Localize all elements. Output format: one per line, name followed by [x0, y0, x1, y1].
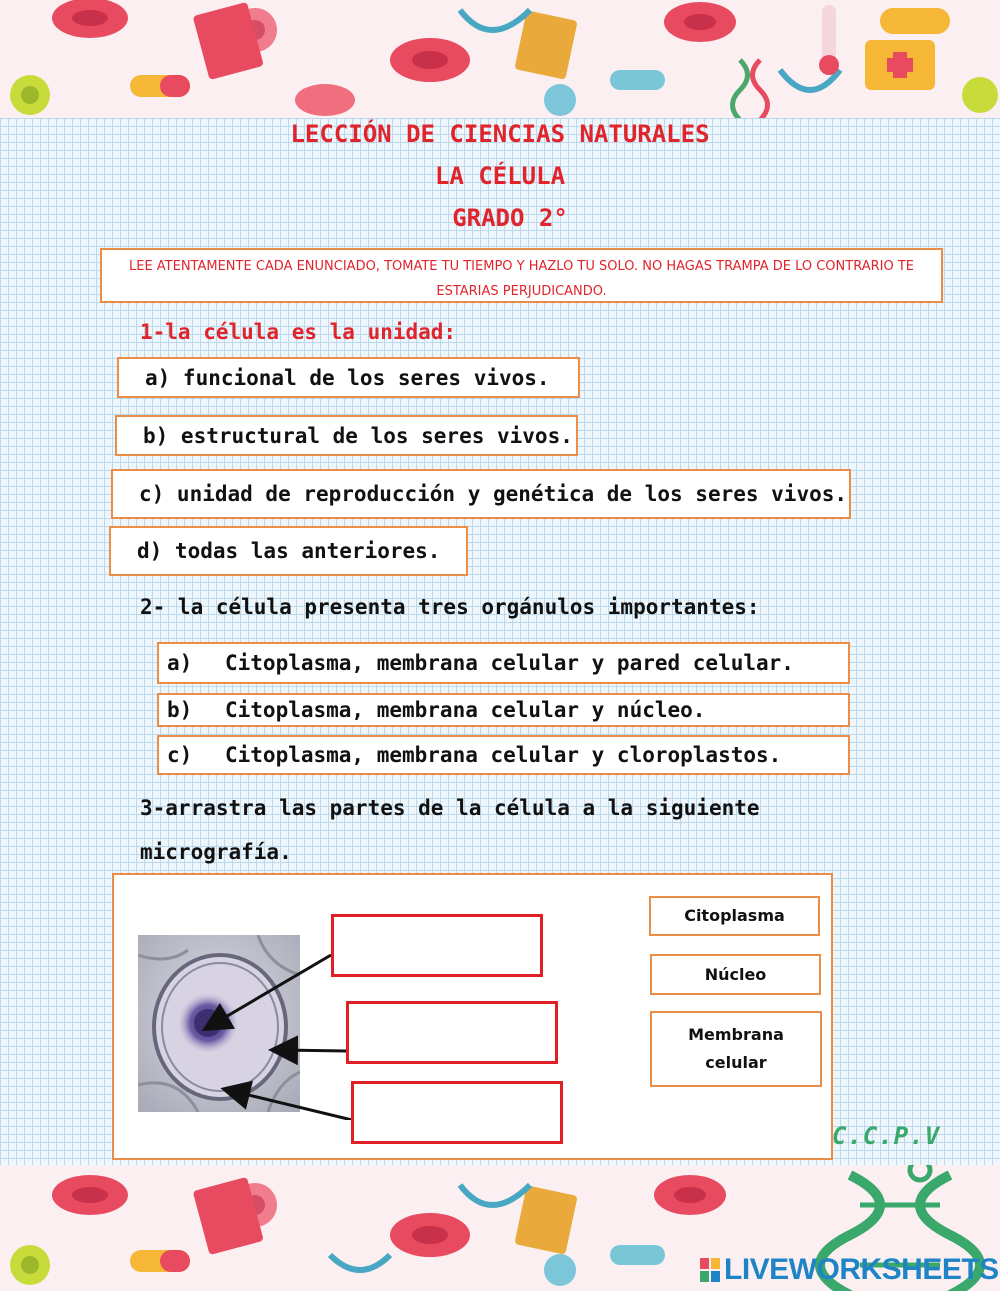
school-initials: C.C.P.V — [832, 1122, 941, 1150]
lesson-title: LECCIÓN DE CIENCIAS NATURALES — [290, 120, 710, 148]
q2-option-c[interactable] — [157, 735, 850, 775]
q1-option-d[interactable]: d) todas las anteriores. — [109, 526, 468, 576]
drop-zone-1[interactable] — [331, 914, 543, 977]
q1-option-a[interactable]: a) funcional de los seres vivos. — [117, 357, 580, 398]
top-decorative-border — [0, 0, 1000, 118]
liveworksheets-logo-icon — [700, 1258, 720, 1282]
drop-zone-3[interactable] — [351, 1081, 563, 1144]
label-membrana-celular[interactable]: Membrana celular — [650, 1011, 822, 1087]
q1-option-c[interactable]: c) unidad de reproducción y genética de los seres vivos. — [111, 469, 851, 519]
question-2-prompt: 2- la célula presenta tres orgánulos importantes: — [140, 595, 760, 619]
question-3-prompt-line1: 3-arrastra las partes de la célula a la siguiente — [140, 796, 760, 820]
grade-title: GRADO 2° — [452, 204, 568, 232]
science-pattern-top — [0, 0, 1000, 118]
q2-option-b-text: Citoplasma, membrana celular y núcleo. — [225, 698, 706, 722]
label-citoplasma[interactable]: Citoplasma — [649, 896, 820, 936]
q2-option-b[interactable] — [157, 693, 850, 727]
liveworksheets-watermark: LIVEWORKSHEETS — [724, 1253, 999, 1286]
question-1-prompt: 1-la célula es la unidad: — [140, 320, 457, 344]
q2-option-a[interactable] — [157, 642, 850, 684]
instructions-box: LEE ATENTAMENTE CADA ENUNCIADO, TOMATE TU TIEMPO Y HAZLO TU SOLO. NO HAGAS TRAMPA DE LO CONTRARIO TE ESTARIAS PERJUDICANDO. — [100, 248, 943, 303]
question-3-prompt-line2: micrografía. — [140, 840, 292, 864]
q2-option-a-letter: a) — [167, 651, 193, 675]
q2-option-c-letter: c) — [167, 743, 193, 767]
q2-option-a-text: Citoplasma, membrana celular y pared celular. — [225, 651, 794, 675]
drop-zone-2[interactable] — [346, 1001, 558, 1064]
q2-option-b-letter: b) — [167, 698, 193, 722]
topic-title: LA CÉLULA — [434, 162, 566, 190]
q1-option-b[interactable]: b) estructural de los seres vivos. — [115, 415, 578, 456]
label-nucleo[interactable]: Núcleo — [650, 954, 821, 995]
q2-option-c-text: Citoplasma, membrana celular y cloroplastos. — [225, 743, 782, 767]
